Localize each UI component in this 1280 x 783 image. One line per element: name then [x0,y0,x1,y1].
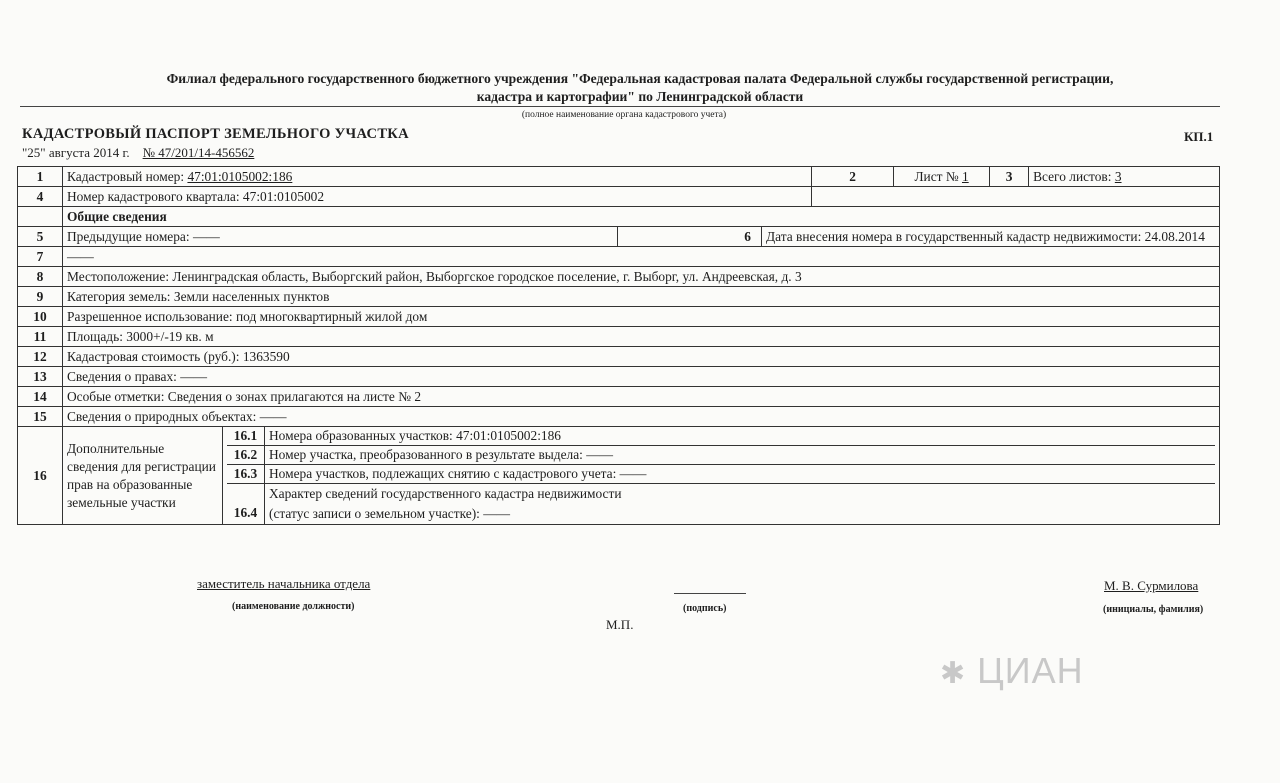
row-number: 13 [18,367,63,387]
cadastral-number-cell [63,167,812,187]
sheet-label: Лист № [914,168,959,184]
natural-objects-text: Сведения о природных объектах: —— [63,407,1220,427]
row-16 [18,427,1220,525]
row-number: 8 [18,267,63,287]
row-number: 2 [812,167,894,187]
row-text: Номер кадастрового квартала: 47:01:0105002 [63,187,812,207]
row-number: 10 [18,307,63,327]
row-8 [18,267,1220,287]
position-caption: (наименование должности) [232,601,355,612]
subrow-text: Номера образованных участков: 47:01:0105002:186 [265,427,1216,446]
subrow-text: Номер участка, преобразованного в результате выдела: —— [265,446,1216,465]
general-section-row [18,207,1220,227]
sheet-cell [894,167,990,187]
subrow-16-4 [227,484,1215,525]
land-category-text: Категория земель: Земли населенных пунктов [63,287,1220,307]
subrow-16-3 [227,465,1215,484]
watermark-text: ЦИАН [977,650,1084,691]
empty-cell [18,207,63,227]
row-number: 16 [18,427,63,525]
row-9 [18,287,1220,307]
location-text: Местоположение: Ленинградская область, Выборгский район, Выборгское городское поселение, г. Выборг, ул. Андреевская, д. 3 [63,267,1220,287]
row-1 [18,167,1220,187]
row-number: 6 [618,227,762,247]
name-caption: (инициалы, фамилия) [1103,604,1204,615]
row-number: 7 [18,247,63,267]
row-number: 1 [18,167,63,187]
subrow-text-line-1: Характер сведений государственного кадастра недвижимости [269,486,622,501]
subrow-number: 16.1 [227,427,265,446]
document-number: № 47/201/14-456562 [142,145,255,160]
subrow-16-2 [227,446,1215,465]
issuer-line-1: Филиал федерального государственного бюджетного учреждения "Федеральная кадастровая палата Федеральной службы государственной регистрации, [166,71,1114,86]
special-notes-text: Особые отметки: Сведения о зонах прилагаются на листе № 2 [63,387,1220,407]
row-11 [18,327,1220,347]
subrow-text-line-2: (статус записи о земельном участке): —— [269,506,511,521]
permitted-use-text: Разрешенное использование: под многоквартирный жилой дом [63,307,1220,327]
cadastral-number-value: 47:01:0105002:186 [187,168,293,184]
row-number: 14 [18,387,63,407]
additional-info-label: Дополнительные сведения для регистрации прав на образованные земельные участки [63,427,223,525]
cadastral-value-text: Кадастровая стоимость (руб.): 1363590 [63,347,1220,367]
issue-date: "25" августа 2014 г. [22,145,130,160]
signatory-name: М. В. Сурмилова [1104,578,1199,593]
cadastral-number-label: Кадастровый номер: [67,168,185,184]
sheet-value: 1 [961,168,969,184]
row-number: 5 [18,227,63,247]
total-sheets-cell [1029,167,1220,187]
general-section-heading: Общие сведения [63,207,1220,227]
issuer-caption: (полное наименование органа кадастрового учета) [521,110,727,120]
form-code: КП.1 [1184,129,1214,144]
subrow-text [265,484,1216,525]
row-number: 15 [18,407,63,427]
subrow-16-1 [227,427,1215,446]
date-line [22,145,254,161]
row-10 [18,307,1220,327]
empty-cell [812,187,1220,207]
row-number: 9 [18,287,63,307]
signature-line [674,593,746,594]
row-5 [18,227,1220,247]
row-text: —— [63,247,1220,267]
document-title: КАДАСТРОВЫЙ ПАСПОРТ ЗЕМЕЛЬНОГО УЧАСТКА [22,126,409,142]
row-12 [18,347,1220,367]
row-number: 4 [18,187,63,207]
official-position: заместитель начальника отдела [197,576,371,591]
row-number: 12 [18,347,63,367]
subrow-number: 16.4 [227,484,265,525]
subrow-number: 16.2 [227,446,265,465]
row-14 [18,387,1220,407]
total-sheets-value: 3 [1114,168,1122,184]
rights-text: Сведения о правах: —— [63,367,1220,387]
signature-caption: (подпись) [683,603,727,614]
row-13 [18,367,1220,387]
area-text: Площадь: 3000+/-19 кв. м [63,327,1220,347]
additional-info-subtable [227,427,1215,524]
stamp-place: М.П. [606,617,634,632]
row-15 [18,407,1220,427]
watermark-icon: ✱ [940,657,967,690]
watermark-logo [940,650,1084,692]
row-number: 11 [18,327,63,347]
subrow-number: 16.3 [227,465,265,484]
total-sheets-label: Всего листов: [1033,168,1112,184]
issuer-line-2: кадастра и картографии" по Ленинградской области [476,89,804,104]
row-7 [18,247,1220,267]
cadastral-table [17,166,1220,525]
issuer-rule [20,106,1220,107]
row-number: 3 [990,167,1029,187]
row-4 [18,187,1220,207]
subrow-text: Номера участков, подлежащих снятию с кадастрового учета: —— [265,465,1216,484]
registration-date-text: Дата внесения номера в государственный кадастр недвижимости: 24.08.2014 [762,227,1220,247]
row-text: Предыдущие номера: —— [63,227,618,247]
additional-info-subtable-cell [223,427,1220,525]
